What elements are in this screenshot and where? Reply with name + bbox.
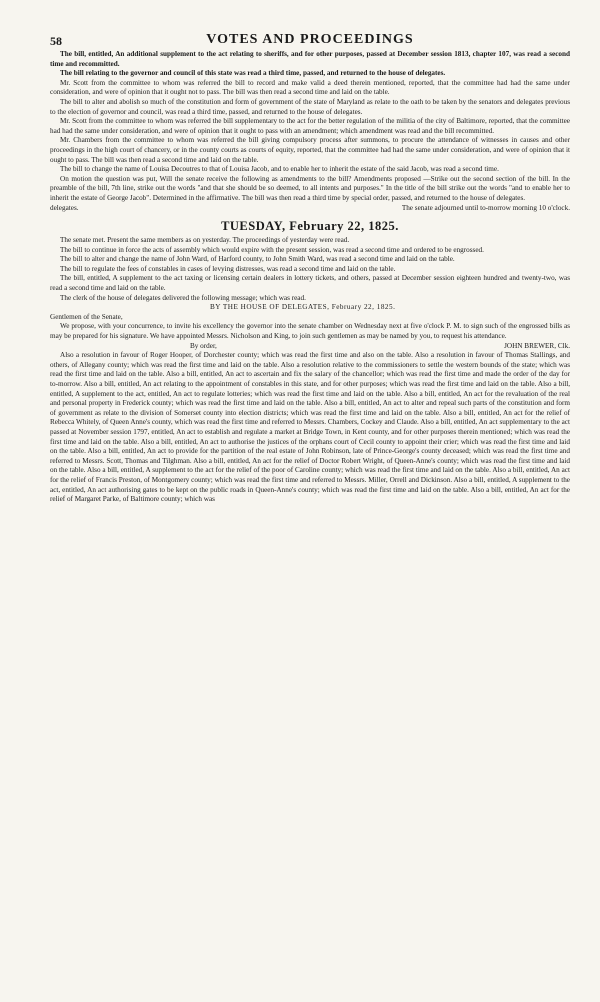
paragraph: The bill to alter and change the name of John Ward, of Harford county, to John Smith Ward, was read a second time and laid on the table. (60, 255, 455, 264)
paragraph: Mr. Chambers from the committee to whom was referred the bill giving compulsory process after summons, to procure the attendance of witnesses in causes and other proceedings in the high court of chancery, or in the county courts as courts of equity, reported, that the committee had had the same under consideration, and were of opinion that it ought to pass. The bill was then read a second time and laid on the table. (50, 136, 570, 164)
date-heading: TUESDAY, February 22, 1825. (221, 219, 399, 234)
adjournment-notice: The senate adjourned until to-morrow morning 10 o'clock. (401, 203, 570, 212)
paragraph: The bill to change the name of Louisa Decoutres to that of Louisa Jacob, and to enable her to inherit the estate of the said Jacob, was read a second time. (60, 165, 499, 174)
adjournment-left: delegates. (50, 203, 79, 212)
message-by-line (50, 303, 570, 313)
message-salutation: Gentlemen of the Senate, (50, 312, 123, 321)
running-title: VOTES AND PROCEEDINGS (206, 32, 414, 47)
proceedings-section-2 (50, 236, 570, 505)
paragraph: The bill to continue in force the acts of assembly which would expire with the present session, was read a second time and ordered to be engrossed. (60, 245, 484, 254)
paragraph: Also a resolution in favour of Roger Hooper, of Dorchester county; which was read the first time and also on the table. Also a resolution in favour of Thomas Stallings, and others, of Allegany county; which was read the first time and laid on the table. Also a resolution relative to the commissioners to settle the western bounds of the state; which was read the first time and laid on the table. Also a bill, entitled, An act to ascertain and fix the salary of the chancellor; which was read the first time and made the order of the day for to-morrow. Also a bill, entitled, An act relating to the appointment of constables in this state, and for other purposes; which was read the first time and laid on the table. Also a bill, entitled, A supplement to the act, entitled, An act to regulate lotteries; which was read the first time and laid on the table. Also a bill, entitled, An act for the revaluation of the real and personal property in Frederick county; which was read the first time and laid on the table. Also a bill, entitled, An act to alter and repeal such parts of the constitution and form of government as relate to the division of Somerset county into election districts; which was read the first time and laid on the table. Also a bill, entitled, An act for the relief of Rebecca Whitely, of Queen Anne's county, which was read the first time and referred to Messrs. Chambers, Cockey and Claude. Also a bill, entitled, An act supplementary to the act passed at November session 1797, entitled, An act to establish and regulate a market at Bridge Town, in Kent county, and for other purposes therein mentioned; which was read the first time and laid on the table. Also a bill, entitled, An act to authorise the justices of the orphans court of Cecil county to appoint their crier; which was read the first time and laid on the table. Also a bill, entitled, An act to provide for the partition of the real estate of John Robinson, late of Prince-George's county deceased; which was read the first time and referred to Messrs. Scott, Thomas and Tilghman. Also a bill, entitled, An act for the relief of Doctor Robert Wright, of Queen-Anne's county; which was read the first time and laid on the table. Also a bill, entitled, A supplement to the act for the relief of the poor of Caroline county; which was read the first time and laid on the table. Also a bill, entitled, An act for the relief of Francis Preston, of Montgomery county; which was read the first time and referred to Messrs. Miller, Orrell and Dickinson. Also a bill, entitled, A supplement to the act, entitled, An act authorising gates to be kept on the public roads in Queen-Anne's county; which was read the first time and laid on the table. Also a bill, entitled, An act for the relief of Margaret Parke, of Baltimore county; which was (50, 351, 570, 504)
paragraph: Mr. Scott from the committee to whom was referred the bill supplementary to the act for the better regulation of the militia of the city of Baltimore, reported, that the committee had had the same under consideration, and were of opinion that it ought to pass with an amendment; which amendment was read and the bill recommitted. (50, 117, 570, 135)
paragraph: The clerk of the house of delegates delivered the following message; which was read. (60, 293, 306, 302)
paragraph: The bill, entitled, An additional supplement to the act relating to sheriffs, and for other purposes, passed at December session 1813, chapter 107, was read a second time and recommitted. (50, 50, 570, 68)
paragraph: The bill, entitled, A supplement to the act taxing or licensing certain dealers in lottery tickets, and others, passed at December session eighteen hundred and twenty-two, was read a second time and laid on the table. (50, 274, 570, 293)
paragraph: Mr. Scott from the committee to whom was referred the bill to record and make valid a deed therein mentioned, reported, that the committee had had the same under consideration, and were of opinion that it ought not to pass. The bill was then read a second time and laid on the table. (50, 78, 570, 97)
page-header (50, 30, 570, 50)
adjournment-line (50, 204, 570, 214)
message-origin: BY THE HOUSE OF DELEGATES, February 22, 1825. (210, 303, 396, 312)
proceedings-section-1 (50, 50, 570, 213)
paragraph: The bill to regulate the fees of constables in cases of levying distresses, was read a second time and laid on the table. (60, 264, 396, 273)
paragraph: The senate met. Present the same members as on yesterday. The proceedings of yesterday were read. (60, 236, 350, 245)
by-order: By order, (190, 341, 217, 350)
document-page (50, 30, 570, 505)
paragraph: On motion the question was put, Will the senate receive the following as amendments to the bill? Amendments proposed —Strike out the second section of the bill. In the preamble of the bill, 7th line, strike out the words "and that she should be so deemed, to all intents and purposes." In the title of the bill strike out the words "and to enable her to inherit the estate of George Jacob". Determined in the affirmative. The bill was then read a third time by special order, passed, and returned to the house of delegates. (50, 174, 570, 202)
signatory: JOHN BREWER, Clk. (504, 341, 570, 350)
paragraph: The bill to alter and abolish so much of the constitution and form of government of the state of Maryland as relate to the oath to be taken by the senators and delegates previous to the election of governor and council, was read a third time, passed, and returned to the house of delegates. (50, 97, 570, 116)
paragraph: The bill relating to the governor and council of this state was read a third time, passed, and returned to the house of delegates. (60, 69, 446, 78)
message-body: We propose, with your concurrence, to invite his excellency the governor into the senate chamber on Wednesday next at five o'clock P. M. to sign such of the engrossed bills as may be prepared for his signature. We have appointed Messrs. Nicholson and King, to join such gentlemen as may be named by you, to request his attendance. (50, 322, 570, 341)
message-signature (50, 342, 570, 352)
page-number: 58 (50, 34, 62, 48)
